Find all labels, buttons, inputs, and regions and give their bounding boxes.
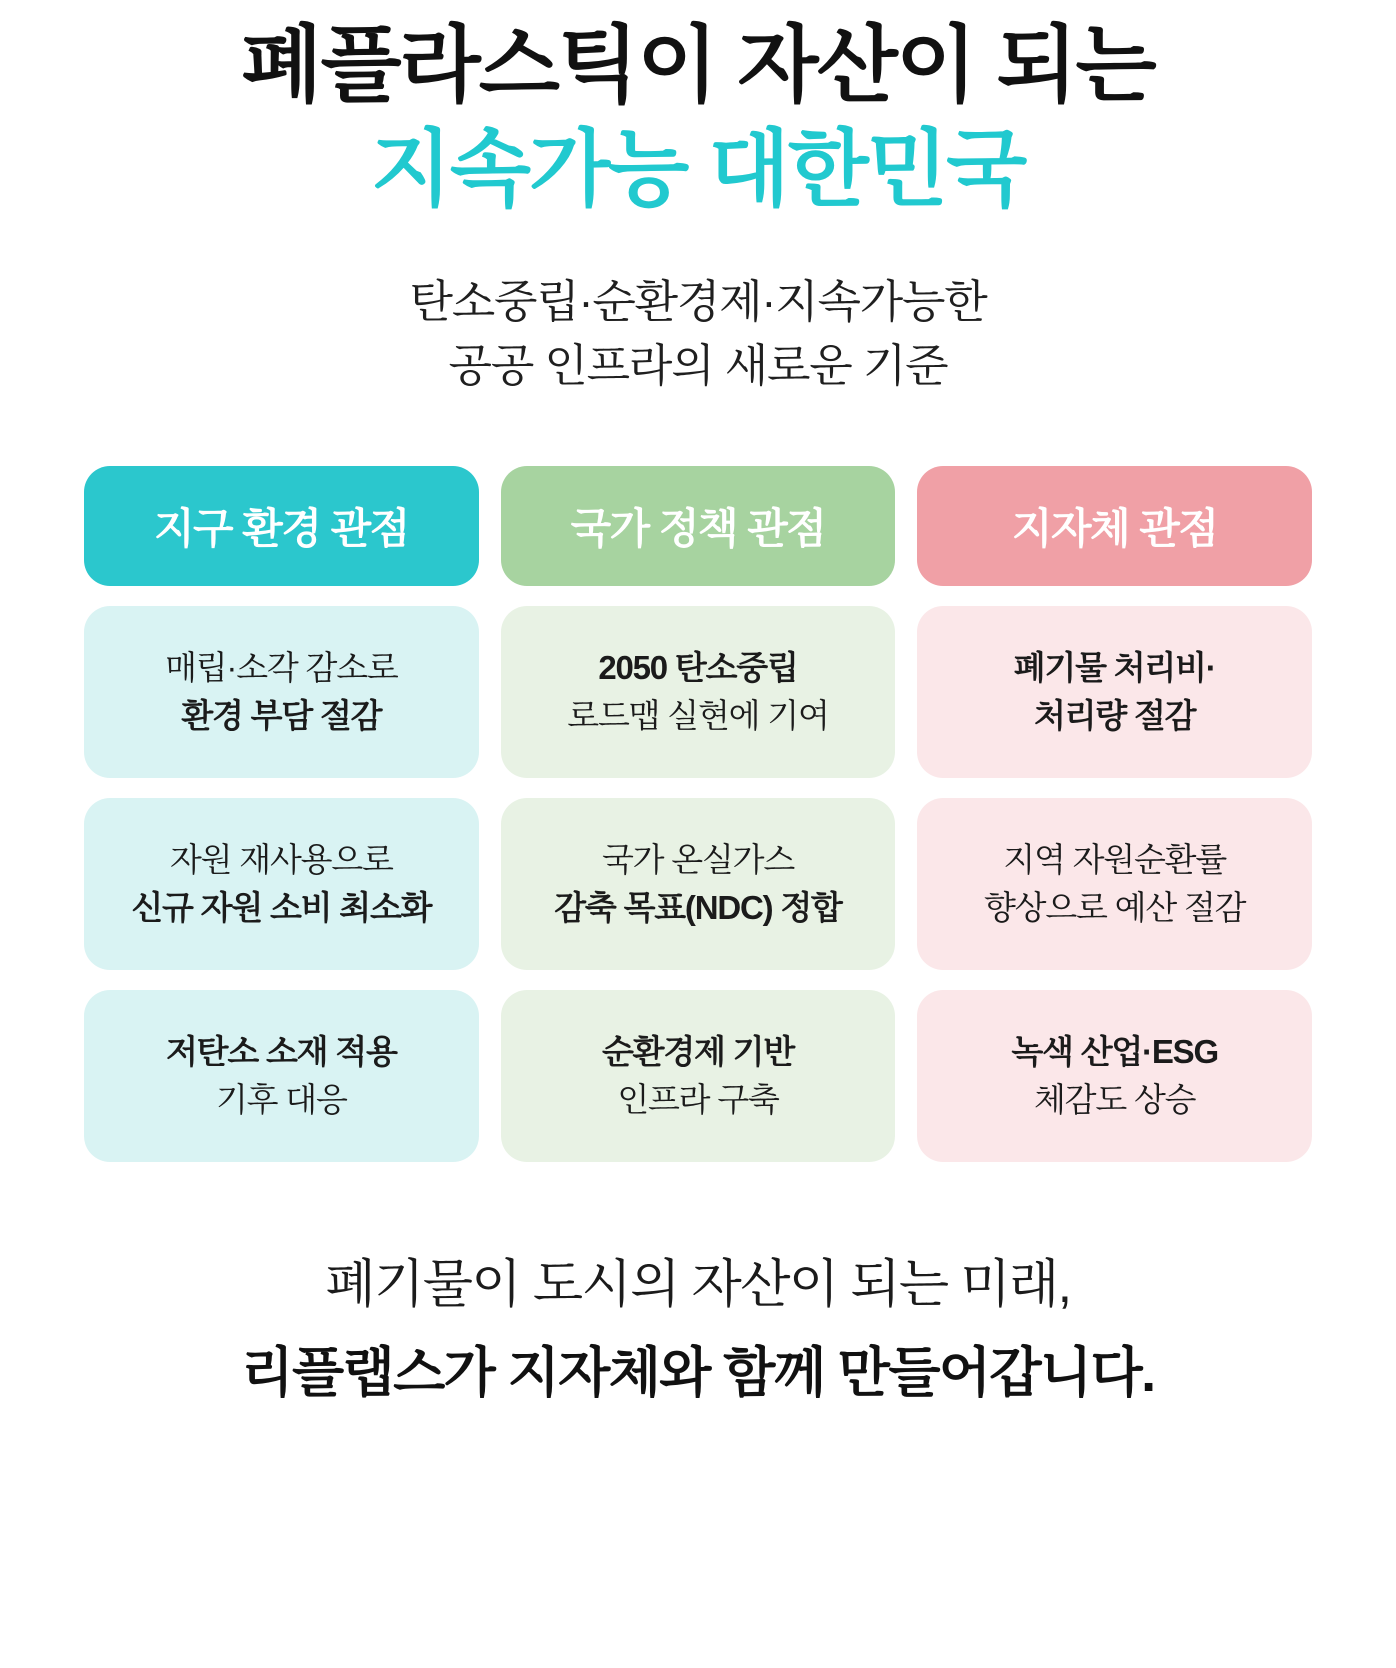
headline-line-2: 지속가능 대한민국 — [370, 122, 1026, 217]
column-header-earth-environment: 지구 환경 관점 — [84, 466, 479, 586]
card-earth-2 — [84, 798, 479, 970]
card-local-2-line-1: 지역 자원순환률 — [1003, 841, 1227, 879]
card-earth-2-line-1: 자원 재사용으로 — [169, 841, 393, 879]
column-national-policy — [501, 466, 896, 1162]
card-local-1-line-1: 폐기물 처리비· — [1013, 649, 1216, 687]
footer-line-2: 리플랩스가 지자체와 함께 만들어갑니다. — [241, 1342, 1155, 1403]
card-policy-2 — [501, 798, 896, 970]
card-local-3 — [917, 990, 1312, 1162]
card-local-3-line-1: 녹색 산업·ESG — [1011, 1033, 1218, 1071]
subtitle — [409, 270, 986, 398]
card-earth-3 — [84, 990, 479, 1162]
card-policy-3-line-2: 인프라 구축 — [617, 1080, 779, 1118]
card-local-3-line-2: 체감도 상승 — [1033, 1080, 1196, 1118]
column-header-local-government: 지자체 관점 — [917, 466, 1312, 586]
card-local-2 — [917, 798, 1312, 970]
card-earth-3-line-2: 기후 대응 — [215, 1080, 347, 1118]
headline — [241, 18, 1154, 216]
subtitle-line-2: 공공 인프라의 새로운 기준 — [448, 340, 948, 392]
perspective-grid — [84, 466, 1312, 1162]
card-policy-2-line-1: 국가 온실가스 — [601, 841, 795, 879]
card-earth-3-line-1: 저탄소 소재 적용 — [165, 1033, 397, 1071]
card-policy-2-line-2: 감축 목표(NDC) 정합 — [554, 888, 842, 926]
card-local-1-line-2: 처리량 절감 — [1033, 696, 1196, 734]
card-policy-3-line-1: 순환경제 기반 — [601, 1033, 795, 1071]
card-earth-1-line-2: 환경 부담 절감 — [181, 696, 382, 734]
column-header-national-policy: 국가 정책 관점 — [501, 466, 896, 586]
footer-message — [241, 1250, 1154, 1410]
card-earth-1-line-1: 매립·소각 감소로 — [165, 649, 398, 687]
card-local-2-line-2: 향상으로 예산 절감 — [983, 888, 1246, 926]
card-policy-1-line-1: 2050 탄소중립 — [598, 649, 798, 687]
column-earth-environment — [84, 466, 479, 1162]
card-local-1 — [917, 606, 1312, 778]
card-policy-1-line-2: 로드맵 실현에 기여 — [567, 696, 829, 734]
column-local-government — [917, 466, 1312, 1162]
subtitle-line-1: 탄소중립·순환경제·지속가능한 — [409, 276, 987, 328]
card-policy-1 — [501, 606, 896, 778]
card-earth-1 — [84, 606, 479, 778]
card-policy-3 — [501, 990, 896, 1162]
footer-line-1: 폐기물이 도시의 자산이 되는 미래, — [325, 1255, 1071, 1314]
card-earth-2-line-2: 신규 자원 소비 최소화 — [131, 888, 432, 926]
headline-line-1: 폐플라스틱이 자산이 되는 — [241, 18, 1155, 112]
